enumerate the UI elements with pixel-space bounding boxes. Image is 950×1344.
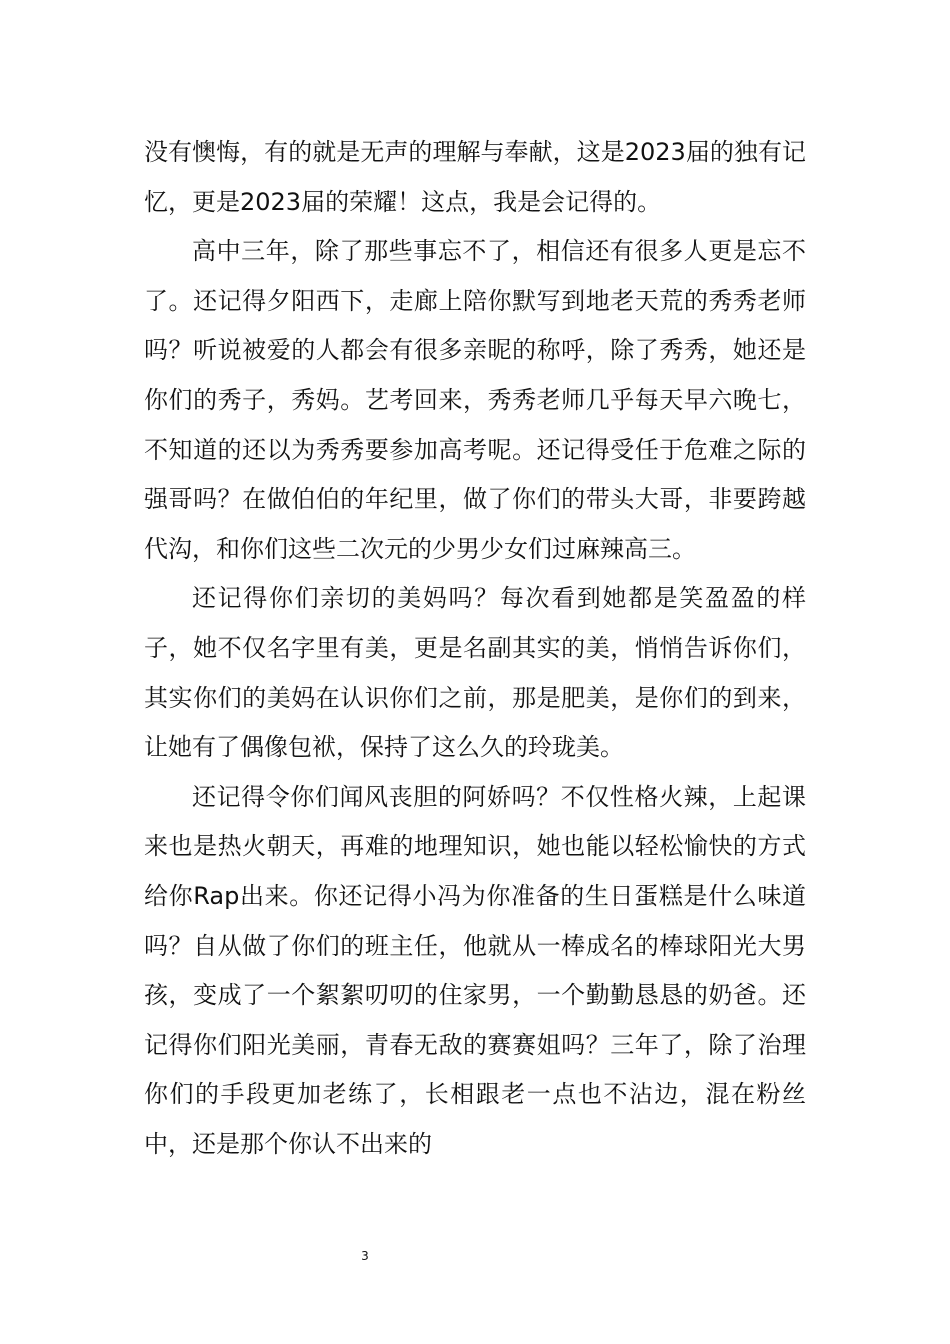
paragraph-3: 还记得你们亲切的美妈吗？每次看到她都是笑盈盈的样子，她不仅名字里有美，更是名副其实的美，悄悄告诉你们，其实你们的美妈在认识你们之前，那是肥美，是你们的到来，让她有了偶像包袱，保持了这么久的玲珑美。 (144, 584, 806, 762)
paragraph-4: 还记得令你们闻风丧胆的阿娇吗？不仅性格火辣，上起课来也是热火朝天，再难的地理知识，她也能以轻松愉快的方式给你Rap出来。你还记得小冯为你准备的生日蛋糕是什么味道吗？自从做了你们的班主任，他就从一棒成名的棒球阳光大男孩，变成了一个絮絮叨叨的住家男，一个勤勤恳恳的奶爸。还记得你们阳光美丽，青春无敌的赛赛姐吗？三年了，除了治理你们的手段更加老练了，长相跟老一点也不沾边，混在粉丝中，还是那个你认不出来的 (144, 782, 806, 1158)
paragraph-1: 没有懊悔，有的就是无声的理解与奉献，这是2023届的独有记忆，更是2023届的荣耀！这点，我是会记得的。 (144, 138, 806, 216)
paragraph-2: 高中三年，除了那些事忘不了，相信还有很多人更是忘不了。还记得夕阳西下，走廊上陪你默写到地老天荒的秀秀老师吗？听说被爱的人都会有很多亲昵的称呼，除了秀秀，她还是你们的秀子，秀妈。艺考回来，秀秀老师几乎每天早六晚七，不知道的还以为秀秀要参加高考呢。还记得受任于危难之际的强哥吗？在做伯伯的年纪里，做了你们的带头大哥，非要跨越代沟，和你们这些二次元的少男少女们过麻辣高三。 (144, 237, 806, 563)
body-text (144, 128, 806, 1169)
page-number: 3 (361, 1249, 369, 1263)
